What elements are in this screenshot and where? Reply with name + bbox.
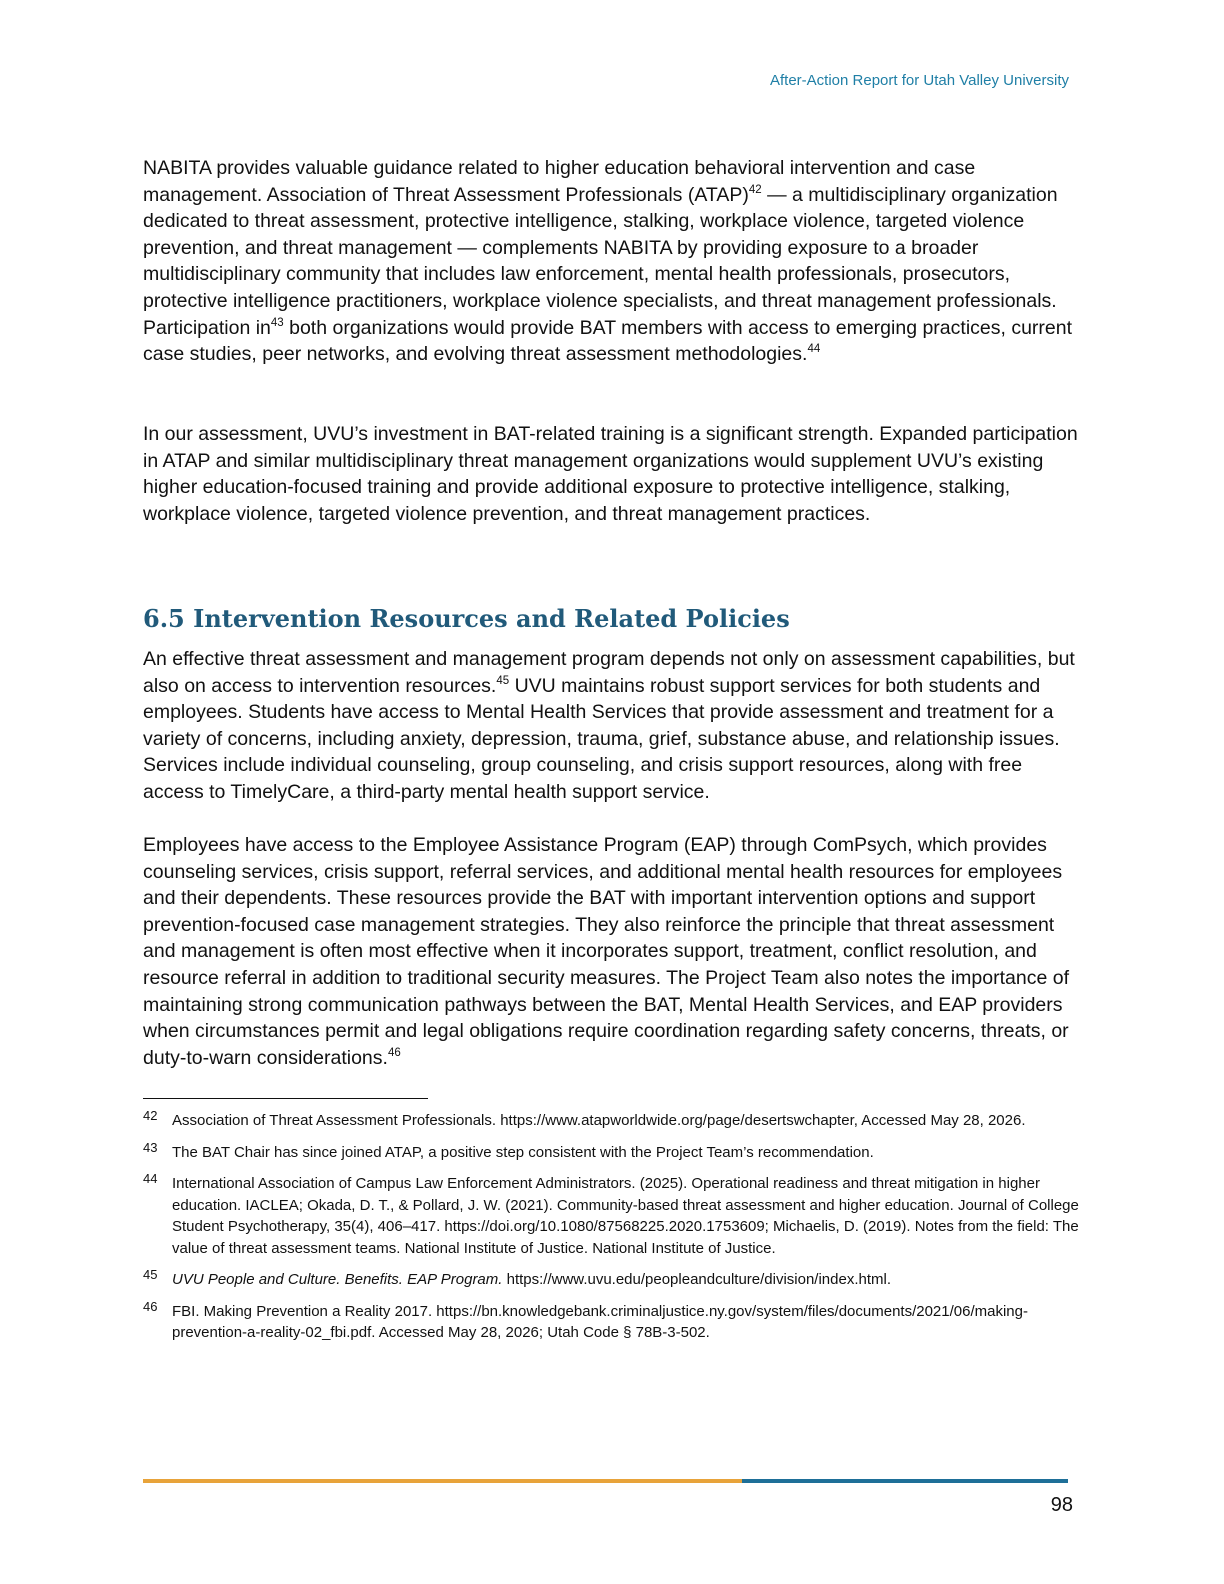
footnote-number: 44 <box>143 1171 158 1186</box>
footnote-text: International Association of Campus Law Enforcement Administrators. (2025). Operational readiness and threat mitigation in higher education. IACLEA; Okada, D. T., & Pollard, J. W. (2021). Community-based threat assessment and higher education. Journal of College Student Psychotherapy, 35(4), 406–417. https://doi.org/10.1080/87568225.2020.1753609; Michaelis, D. (2019). Notes from the field: The value of threat assessment teams. National Institute of Justice. National Institute of Justice. <box>172 1175 1079 1257</box>
paragraph-1-text-b: — a multidisciplinary organization dedicated to threat assessment, protective intelligence, stalking, workplace violence, targeted violence prevention, and threat management — complements NABITA by providing exposure to a broader multidisciplinary community that includes law enforcement, mental health professionals, prosecutors, protective intelligence practitioners, workplace violence specialists, and threat management professionals. Participation in <box>143 183 1058 339</box>
paragraph-1 <box>143 155 1083 368</box>
footnote-ref-46[interactable]: 46 <box>387 1046 401 1059</box>
paragraph-4-text: Employees have access to the Employee Assistance Program (EAP) through ComPsych, which provides counseling services, crisis support, referral services, and additional mental health resources for employees and their dependents. These resources provide the BAT with important intervention options and support prevention-focused case management strategies. They also reinforce the principle that threat assessment and management is often most effective when it incorporates support, treatment, conflict resolution, and resource referral in addition to traditional security measures. The Project Team also notes the importance of maintaining strong communication pathways between the BAT, Mental Health Services, and EAP providers when circumstances permit and legal obligations require coordination regarding safety concerns, threats, or duty-to-warn considerations. <box>143 834 1069 1069</box>
paragraph-2 <box>143 421 1083 527</box>
footnote-item <box>143 1269 1083 1291</box>
paragraph-2-text: In our assessment, UVU’s investment in BAT-related training is a significant strength. Expanded participation in ATAP and similar multidisciplinary threat management organizations would supplement UVU’s existing higher education-focused training and provide additional exposure to protective intelligence, stalking, workplace violence, targeted violence prevention, and threat management practices. <box>143 423 1078 525</box>
footer-bar-gold <box>143 1479 742 1483</box>
paragraph-1-text-a: NABITA provides valuable guidance related to higher education behavioral intervention and case management. Association of Threat Assessment Professionals (ATAP) <box>143 157 976 206</box>
footnote-separator <box>143 1098 428 1099</box>
footnote-italic-title: UVU People and Culture. Benefits. EAP Program. <box>172 1271 503 1288</box>
paragraph-4 <box>143 832 1083 1071</box>
footnote-item <box>143 1298 1083 1344</box>
footnote-number: 45 <box>143 1267 158 1282</box>
footnote-text: https://www.uvu.edu/peopleandculture/division/index.html. <box>502 1271 892 1288</box>
footnote-ref-43[interactable]: 43 <box>270 316 284 329</box>
footnote-item <box>143 1110 1083 1132</box>
paragraph-3-text-a: An effective threat assessment and management program depends not only on assessment capabilities, but also on access to intervention resources. <box>143 648 1075 697</box>
footnote-number: 42 <box>143 1108 158 1123</box>
footnote-ref-45[interactable]: 45 <box>496 674 510 687</box>
footnote-item <box>143 1173 1083 1259</box>
footnote-number: 43 <box>143 1139 158 1155</box>
paragraph-3 <box>143 646 1083 806</box>
footnote-ref-44[interactable]: 44 <box>807 343 821 356</box>
section-heading: 6.5 Intervention Resources and Related Policies <box>143 604 790 633</box>
footnote-number: 46 <box>143 1298 158 1314</box>
footer-bar-blue <box>742 1479 1068 1483</box>
footnotes <box>143 1110 1083 1354</box>
footnote-text: The BAT Chair has since joined ATAP, a positive step consistent with the Project Team’s recommendation. <box>172 1143 874 1161</box>
paragraph-1-text-c: both organizations would provide BAT members with access to emerging practices, current case studies, peer networks, and evolving threat assessment methodologies. <box>143 316 1073 366</box>
footnote-item <box>143 1139 1083 1164</box>
paragraph-3-text-b: UVU maintains robust support services for both students and employees. Students have access to Mental Health Services that provide assessment and treatment for a variety of concerns, including anxiety, depression, trauma, grief, substance abuse, and relationship issues. Services include individual counseling, group counseling, and crisis support resources, along with free access to TimelyCare, a third-party mental health support service. <box>143 674 1060 803</box>
footnote-text: Association of Threat Assessment Professionals. https://www.atapworldwide.org/page/desertswchapter, Accessed May 28, 2026. <box>172 1112 1026 1129</box>
running-header: After-Action Report for Utah Valley University <box>770 72 1069 89</box>
page-number: 98 <box>1050 1494 1073 1516</box>
footnote-text: FBI. Making Prevention a Reality 2017. https://bn.knowledgebank.criminaljustice.ny.gov/system/files/documents/2021/06/making-prevention-a-reality-02_fbi.pdf. Accessed May 28, 2026; Utah Code § 78B-3-502. <box>172 1302 1028 1341</box>
footnote-ref-42[interactable]: 42 <box>748 183 762 196</box>
